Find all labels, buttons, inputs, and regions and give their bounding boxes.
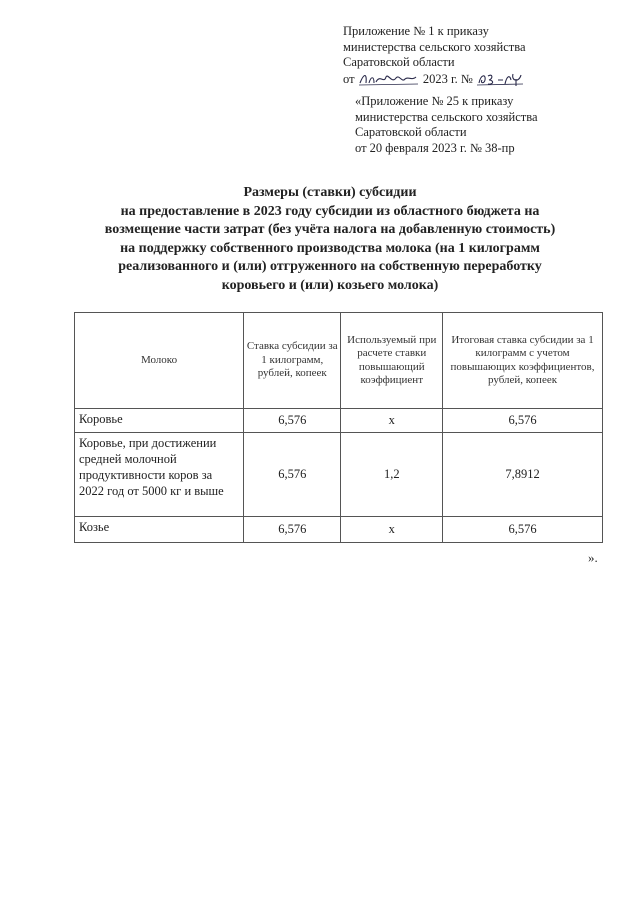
rate-cell: 6,576 (244, 517, 341, 543)
approval-line-2: министерства сельского хозяйства (343, 39, 526, 54)
title-line-3: возмещение части затрат (без учёта налога на добавленную стоимость) (104, 222, 556, 237)
approval-line-3: Саратовской области (343, 55, 455, 69)
column-header-milk: Молоко (75, 313, 244, 409)
title-line-4: на поддержку собственного производства молока (на 1 килограмм (120, 240, 540, 256)
column-header-rate: Ставка субсидии за 1 килограмм, рублей, копеек (244, 313, 341, 409)
coefficient-cell: х (341, 517, 443, 543)
date-prefix: от (343, 71, 355, 86)
handwritten-number-signature (476, 71, 524, 87)
final-rate-cell: 6,576 (443, 409, 603, 433)
approval-header (343, 24, 526, 87)
title-line-2: на предоставление в 2023 году субсидии из областного бюджета на (120, 203, 540, 219)
approval-line-1: Приложение № 1 к приказу (343, 24, 489, 38)
reference-line-4: от 20 февраля 2023 г. № 38-пр (355, 140, 515, 155)
rate-cell: 6,576 (244, 409, 341, 433)
final-rate-cell: 7,8912 (443, 433, 603, 517)
column-header-final-rate: Итоговая ставка субсидии за 1 килограмм с учетом повышающих коэффициентов, рублей, копеек (443, 313, 603, 409)
date-suffix: 2023 г. № (422, 71, 473, 86)
document-title (70, 184, 590, 295)
reference-header (355, 94, 538, 156)
final-rate-cell: 6,576 (443, 517, 603, 543)
closing-quote: ». (588, 550, 598, 565)
table-row (75, 409, 603, 433)
milk-type-cell: Коровье, при достижении средней молочной продуктивности коров за 2022 год от 5000 кг и выше (75, 433, 244, 517)
reference-line-3: Саратовской области (355, 125, 467, 139)
title-line-5: реализованного и (или) отгруженного на собственную переработку (118, 259, 542, 274)
table-row (75, 433, 603, 517)
table-row (75, 517, 603, 543)
milk-type-cell: Коровье (75, 409, 244, 433)
coefficient-cell: 1,2 (341, 433, 443, 517)
title-line-1: Размеры (ставки) субсидии (243, 185, 417, 200)
coefficient-cell: х (341, 409, 443, 433)
rate-cell: 6,576 (244, 433, 341, 517)
table-header-row (75, 313, 603, 409)
title-line-6: коровьего и (или) козьего молока) (221, 277, 439, 293)
reference-line-1: «Приложение № 25 к приказу (355, 94, 514, 108)
milk-type-cell: Козье (75, 517, 244, 543)
reference-line-2: министерства сельского хозяйства (355, 109, 538, 124)
column-header-coefficient: Используемый при расчете ставки повышающий коэффициент (341, 313, 443, 409)
approval-date-line (343, 71, 526, 88)
handwritten-date-signature (358, 71, 420, 87)
subsidy-rates-table (74, 312, 603, 543)
